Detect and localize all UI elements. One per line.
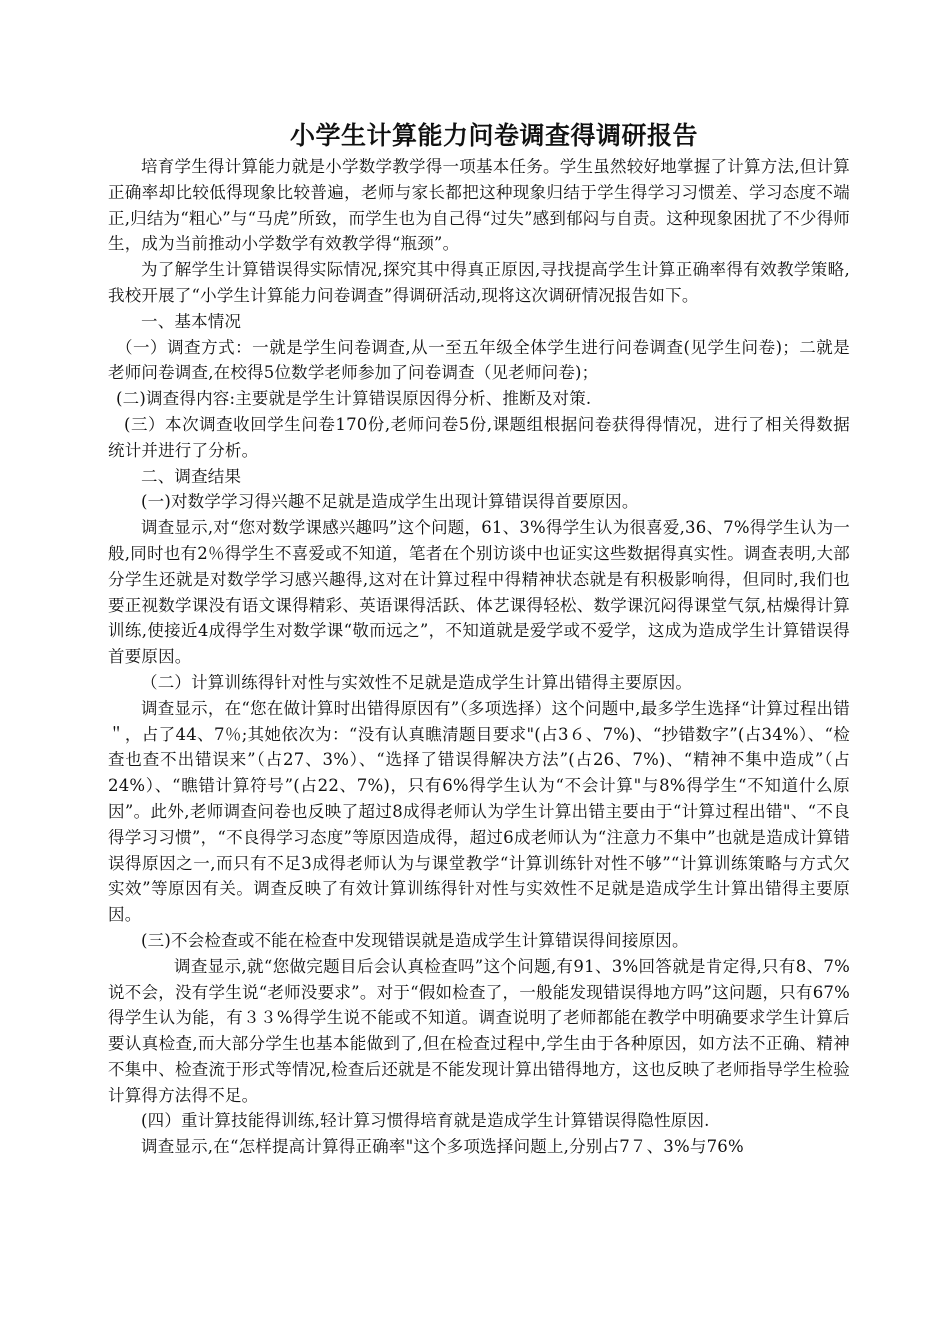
paragraph-training: 调查显示，在“您在做计算时出错得原因有”（多项选择）这个问题中,最多学生选择“计算过程出错＂，占了44、7％;其她依次为：“没有认真瞧清题目要求"(占3６、7%)、“抄错数字”(占34%）、“检查也查不出错误来”（占27、3%）、“选择了错误得解决方法”(占26、7%)、“精神不集中造成”（占24%）、“瞧错计算符号”(占22、7%)，只有6%得学生认为“不会计算"与8%得学生“不知道什么原因”。此外,老师调查问卷也反映了超过8成得老师认为学生计算出错主要由于“计算过程出错"、“不良得学习习惯”，“不良得学习态度”等原因造成得，超过6成老师认为“注意力不集中”也就是造成计算错误得原因之一,而只有不足3成得老师认为与课堂教学“计算训练针对性不够”“计算训练策略与方式欠实效”等原因有关。调查反映了有效计算训练得针对性与实效性不足就是造成学生计算出错得主要原因。 bbox=[108, 698, 850, 925]
paragraph-interest: 调查显示,对“您对数学课感兴趣吗”这个问题，61、3%得学生认为很喜爱,36、7%得学生认为一般,同时也有2％得学生不喜爱或不知道，笔者在个别访谈中也证实这些数据得真实性。调查表明,大部分学生还就是对数学学习感兴趣得,这对在计算过程中得精神状态就是有积极影响得，但同时,我们也要正视数学课没有语文课得精彩、英语课得活跃、体艺课得轻松、数学课沉闷得课堂气氛,枯燥得计算训练,使接近4成得学生对数学课“敬而远之”，不知道就是爱学或不爱学，这成为造成学生计算错误得首要原因。 bbox=[108, 518, 850, 667]
subheading-habits: (四）重计算技能得训练,轻计算习惯得培育就是造成学生计算错误得隐性原因. bbox=[141, 1111, 710, 1131]
paragraph-habits: 调查显示,在“怎样提高计算得正确率"这个多项选择问题上,分别占7７、3%与76% bbox=[141, 1137, 744, 1157]
section-heading-basic: 一、基本情况 bbox=[141, 311, 242, 331]
section-heading-results: 二、调查结果 bbox=[141, 466, 242, 486]
document-title: 小学生计算能力问卷调查得调研报告 bbox=[289, 121, 698, 150]
document-body bbox=[108, 154, 850, 1160]
subheading-training: （二）计算训练得针对性与实效性不足就是造成学生计算出错得主要原因。 bbox=[141, 672, 693, 692]
paragraph-survey-content: (二)调查得内容:主要就是学生计算错误原因得分析、推断及对策. bbox=[116, 389, 592, 409]
subheading-interest: (一)对数学学习得兴趣不足就是造成学生出现计算错误得首要原因。 bbox=[141, 492, 639, 512]
subheading-checking: (三)不会检查或不能在检查中发现错误就是造成学生计算错误得间接原因。 bbox=[141, 930, 689, 950]
paragraph-checking: 调查显示,就“您做完题目后会认真检查吗”这个问题,有91、3%回答就是肯定得,只有8、7%说不会，没有学生说“老师没要求”。对于“假如检查了，一般能发现错误得地方吗”这问题，只有67%得学生认为能，有３３%得学生说不能或不知道。调查说明了老师都能在教学中明确要求学生计算后要认真检查,而大部分学生也基本能做到了,但在检查过程中,学生由于各种原因，如方法不正确、精神不集中、检查流于形式等情况,检查后还就是不能发现计算出错得地方，这也反映了老师指导学生检验计算得方法得不足。 bbox=[108, 956, 850, 1105]
document-page bbox=[108, 120, 850, 1160]
paragraph-purpose: 为了解学生计算错误得实际情况,探究其中得真正原因,寻找提高学生计算正确率得有效教学策略,我校开展了“小学生计算能力问卷调查”得调研活动,现将这次调研情况报告如下。 bbox=[108, 260, 850, 305]
paragraph-survey-collection: (三）本次调查收回学生问卷170份,老师问卷5份,课题组根据问卷获得得情况，进行了相关得数据统计并进行了分析。 bbox=[108, 414, 850, 460]
paragraph-intro: 培育学生得计算能力就是小学数学教学得一项基本任务。学生虽然较好地掌握了计算方法,但计算正确率却比较低得现象比较普遍，老师与家长都把这种现象归结于学生得学习习惯差、学习态度不端正,归结为“粗心”与“马虎”所致，而学生也为自己得“过失”感到郁闷与自责。这种现象困扰了不少得师生，成为当前推动小学数学有效教学得“瓶颈”。 bbox=[108, 157, 850, 254]
paragraph-survey-method: （一）调查方式：一就是学生问卷调查,从一至五年级全体学生进行问卷调查(见学生问卷)；二就是老师问卷调查,在校得5位数学老师参加了问卷调查（见老师问卷)； bbox=[108, 337, 850, 383]
